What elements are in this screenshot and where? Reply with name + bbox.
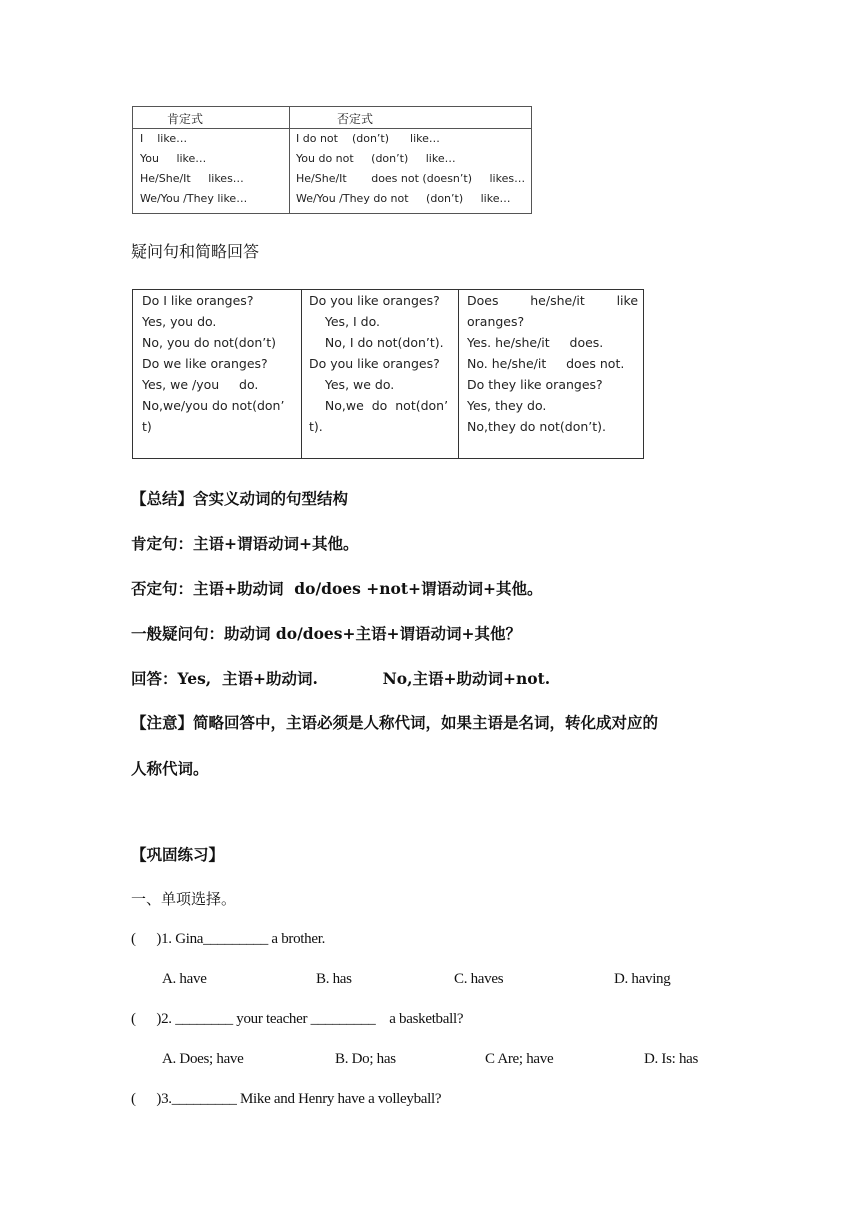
- table-cell: You like…: [140, 152, 207, 165]
- option-d: D. Is: has: [644, 1051, 699, 1067]
- table-cell: Do we like oranges?: [142, 356, 268, 371]
- table-cell: oranges?: [467, 314, 525, 329]
- option-b: B. has: [316, 971, 352, 987]
- table-cell: No,we/you do not(don’: [142, 398, 285, 413]
- table-cell: Do you like oranges?: [309, 356, 440, 371]
- table-cell: No,they do not(don’t).: [467, 419, 606, 434]
- table-cell: Does he/she/it like: [467, 293, 639, 308]
- note-line: 【注意】简略回答中，主语必须是人称代词，如果主语是名词，转化成对应的: [131, 713, 659, 732]
- table-cell: Yes, I do.: [309, 314, 381, 329]
- table-cell: No. he/she/it does not.: [467, 356, 625, 371]
- question-stem: ( )3._________ Mike and Henry have a volleyball?: [131, 1091, 442, 1107]
- table-cell: t).: [309, 419, 323, 434]
- table-cell: Yes. he/she/it does.: [467, 335, 604, 350]
- note-line: 人称代词。: [131, 759, 209, 778]
- table-cell: I do not (don’t) like…: [296, 132, 440, 145]
- header-affirmative: 肯定式: [167, 112, 204, 126]
- table-cell: No, I do not(don’t).: [309, 335, 444, 350]
- table-cell: Yes, we do.: [309, 377, 395, 392]
- practice-title: 【巩固练习】: [131, 845, 225, 864]
- summary-title: 【总结】含实义动词的句型结构: [131, 489, 349, 508]
- summary-line: 一般疑问句：助动词 do/does+主语+谓语动词+其他？: [131, 624, 521, 643]
- option-a: A. have: [162, 971, 207, 987]
- table-cell: No,we do not(don’: [309, 398, 449, 413]
- table-cell: You do not (don’t) like…: [296, 152, 456, 165]
- column-divider: [301, 290, 302, 458]
- table-cell: I like…: [140, 132, 188, 145]
- summary-line: 否定句：主语+助动词 do/does +not+谓语动词+其他。: [131, 579, 543, 598]
- table-cell: Do they like oranges?: [467, 377, 603, 392]
- affirmative-negative-table: [132, 106, 532, 214]
- table-cell: We/You /They do not (don’t) like…: [296, 192, 511, 205]
- question-stem: ( )1. Gina_________ a brother.: [131, 931, 326, 947]
- option-a: A. Does; have: [162, 1051, 244, 1067]
- header-negative: 否定式: [337, 112, 374, 126]
- table-cell: Do I like oranges?: [142, 293, 254, 308]
- table-cell: Yes, we /you do.: [142, 377, 259, 392]
- summary-line: 肯定句：主语+谓语动词+其他。: [131, 534, 359, 553]
- table-cell: t): [142, 419, 152, 434]
- table-cell: He/She/It likes…: [140, 172, 244, 185]
- table-cell: Yes, you do.: [142, 314, 217, 329]
- table-cell: We/You /They like…: [140, 192, 248, 205]
- option-c: C. haves: [454, 971, 504, 987]
- option-b: B. Do; has: [335, 1051, 396, 1067]
- question-stem: ( )2. ________ your teacher _________ a basketball?: [131, 1011, 464, 1027]
- option-d: D. having: [614, 971, 671, 987]
- section-title: 疑问句和简略回答: [131, 242, 260, 261]
- table-cell: He/She/It does not (doesn’t) likes…: [296, 172, 526, 185]
- summary-line: 回答：Yes, 主语+助动词. No,主语+助动词+not.: [131, 669, 551, 688]
- column-divider: [289, 107, 290, 213]
- table-cell: No, you do not(don’t): [142, 335, 277, 350]
- option-c: C Are; have: [485, 1051, 554, 1067]
- table-cell: Do you like oranges?: [309, 293, 440, 308]
- table-cell: Yes, they do.: [467, 398, 547, 413]
- column-divider: [458, 290, 459, 458]
- question-answer-table: [132, 289, 644, 459]
- practice-part: 一、单项选择。: [131, 890, 237, 908]
